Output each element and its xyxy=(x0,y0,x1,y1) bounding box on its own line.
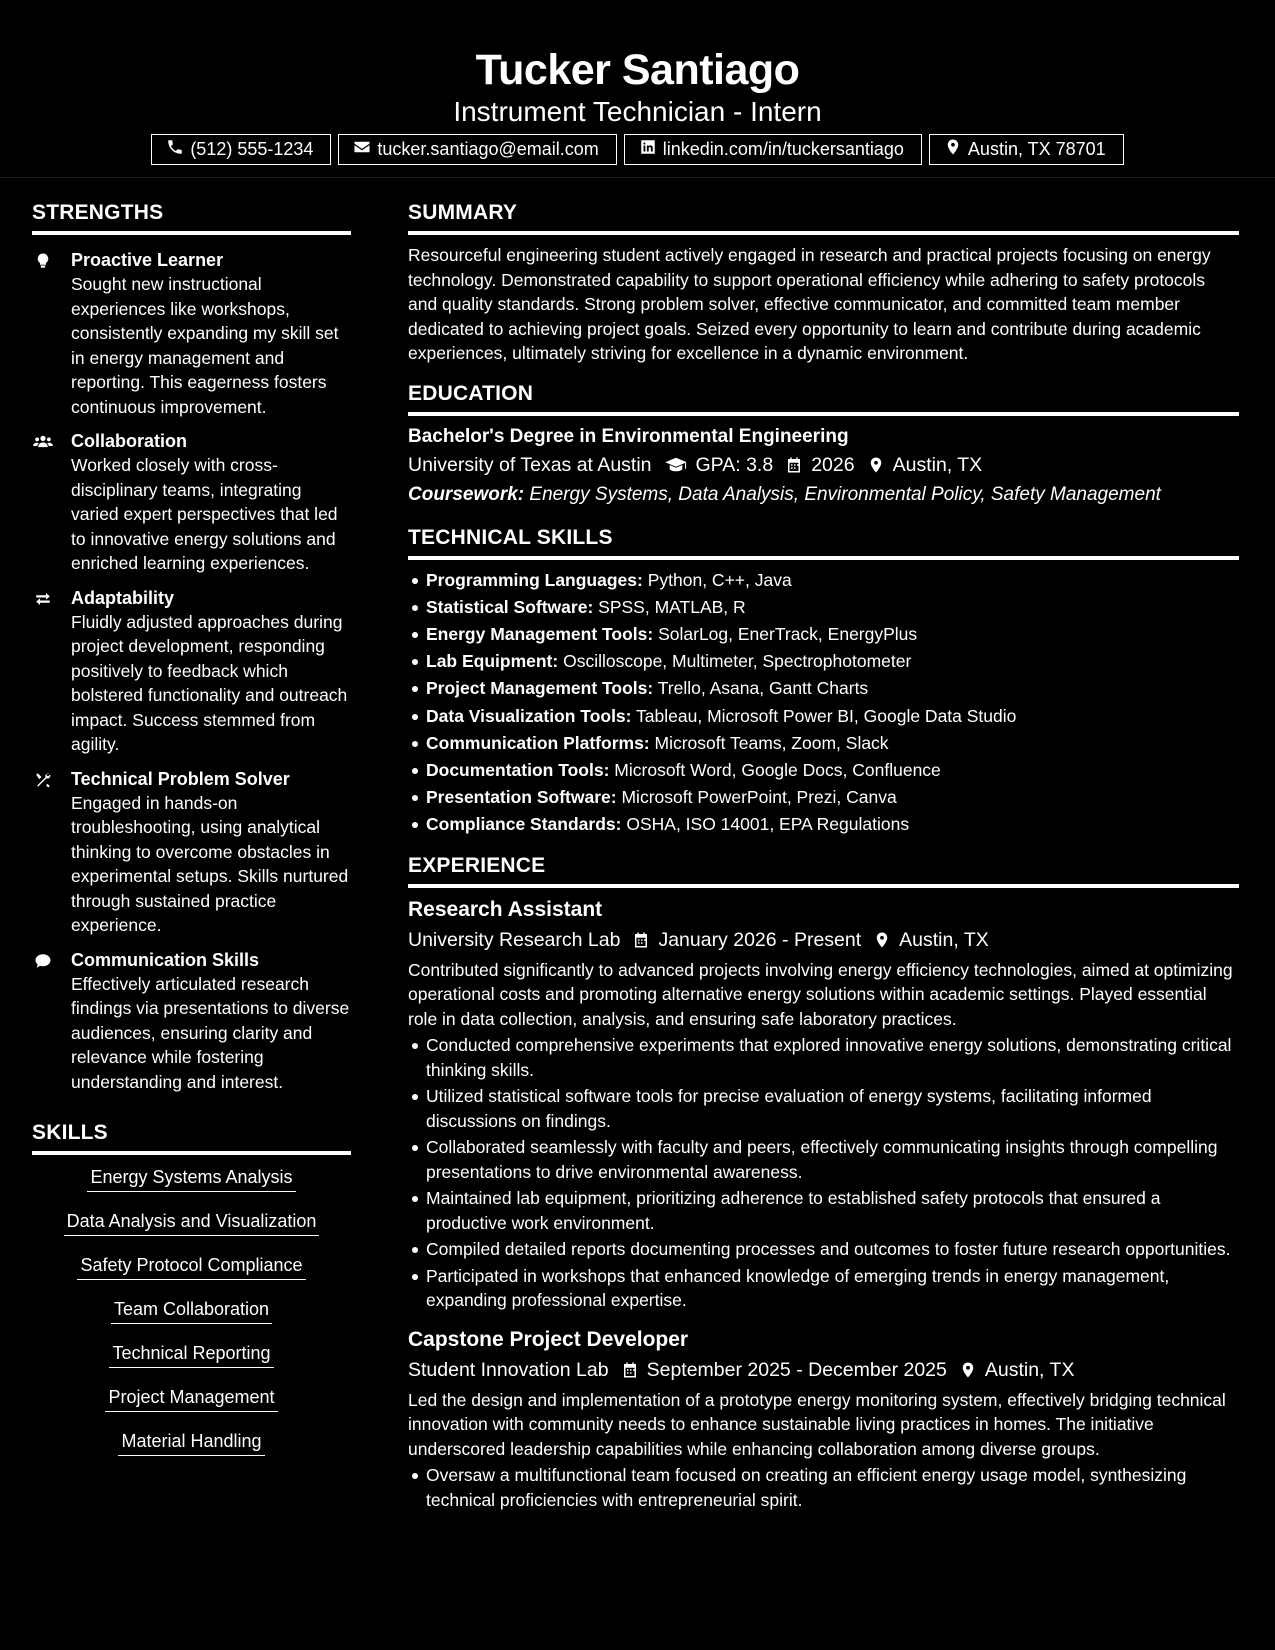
sidebar xyxy=(32,198,351,1473)
tech-skill-label: Data Visualization Tools: xyxy=(426,705,632,726)
contact-linkedin[interactable] xyxy=(624,134,922,165)
strength-item xyxy=(32,429,351,576)
candidate-title: Instrument Technician - Intern xyxy=(453,96,822,127)
tech-skill-label: Statistical Software: xyxy=(426,596,594,617)
strength-desc: Effectively articulated research findings via presentations to diverse audiences, ensuring clarity and relevance while fostering understanding and interest. xyxy=(71,973,350,1092)
calendar-icon xyxy=(621,1361,639,1379)
coursework-line xyxy=(408,480,1239,510)
tech-skill-value: OSHA, ISO 14001, EPA Regulations xyxy=(626,814,910,835)
education-meta xyxy=(408,450,1239,480)
strength-title: Technical Problem Solver xyxy=(71,768,290,789)
experience-heading: EXPERIENCE xyxy=(408,851,1239,888)
school-name: University of Texas at Austin xyxy=(408,453,652,476)
strength-item xyxy=(32,248,351,419)
list-item: Collaborated seamlessly with faculty and peers, effectively communicating insights through compelling presentations to drive environmental awareness. xyxy=(408,1135,1239,1184)
graduation-cap-icon xyxy=(664,456,688,474)
skill-tag: Material Handling xyxy=(118,1429,264,1456)
list-item: Compiled detailed reports documenting processes and outcomes to foster future research opportunities. xyxy=(408,1237,1239,1262)
tech-skill-label: Lab Equipment: xyxy=(426,651,559,672)
map-pin-icon xyxy=(959,1361,977,1379)
skill-tag: Safety Protocol Compliance xyxy=(77,1253,305,1280)
strengths-heading: STRENGTHS xyxy=(32,198,351,235)
tech-skill-value: SolarLog, EnerTrack, EnergyPlus xyxy=(658,623,918,644)
lightbulb-icon xyxy=(32,252,56,272)
tech-skill-value: Microsoft Word, Google Docs, Confluence xyxy=(614,759,941,780)
tech-skill-label: Compliance Standards: xyxy=(426,814,622,835)
job-meta xyxy=(408,1355,1239,1385)
strength-desc: Worked closely with cross-disciplinary teams, integrating varied expert perspectives that led to innovative energy solutions and enriched learning experiences. xyxy=(71,455,338,573)
calendar-icon xyxy=(632,931,650,949)
school-location: Austin, TX xyxy=(892,453,983,476)
list-item: Participated in workshops that enhanced knowledge of emerging trends in energy management, expanding professional expertise. xyxy=(408,1264,1239,1313)
exchange-arrows-icon xyxy=(32,590,56,610)
contact-bar xyxy=(0,134,1275,165)
map-pin-icon xyxy=(944,138,962,161)
education-heading: EDUCATION xyxy=(408,379,1239,416)
main-column xyxy=(408,198,1239,1514)
tech-skill-label: Communication Platforms: xyxy=(426,732,650,753)
job-description: Led the design and implementation of a prototype energy monitoring system, effectively bridging technical innovation with community needs to enhance sustainable living practices in homes. The initiative underscored leadership capabilities while enhancing collaboration among diverse groups. xyxy=(408,1389,1226,1459)
coursework-list: Energy Systems, Data Analysis, Environmental Policy, Safety Management xyxy=(529,483,1161,505)
tech-skill-value: Microsoft Teams, Zoom, Slack xyxy=(654,732,889,753)
skill-tag: Energy Systems Analysis xyxy=(87,1165,295,1192)
list-item xyxy=(408,567,1239,594)
job-bullets xyxy=(408,1033,1239,1313)
technical-skills-heading: TECHNICAL SKILLS xyxy=(408,523,1239,560)
tech-skill-label: Presentation Software: xyxy=(426,787,617,808)
speech-bubble-icon xyxy=(32,952,56,972)
job-meta xyxy=(408,925,1239,955)
map-pin-icon xyxy=(873,931,891,949)
summary-text: Resourceful engineering student actively engaged in research and practical projects focusing on energy technology. Demonstrated capability to support operational efficiency while adhering to safety protocols and quality standards. Strong problem solver, effective communicator, and committed team member dedicated to achieving project goals. Seized every opportunity to learn and contribute during academic experiences, ultimately striving for excellence in a dynamic environment. xyxy=(408,245,1211,363)
job-title: Research Assistant xyxy=(408,897,603,921)
job-bullets xyxy=(408,1463,1239,1512)
skill-tag: Team Collaboration xyxy=(111,1297,272,1324)
contact-location[interactable] xyxy=(929,134,1124,165)
contact-email-text: tucker.santiago@email.com xyxy=(377,139,599,159)
contact-location-text: Austin, TX 78701 xyxy=(967,139,1106,159)
list-item: Utilized statistical software tools for precise evaluation of energy systems, facilitating informed discussions on findings. xyxy=(408,1084,1239,1133)
contact-email[interactable] xyxy=(338,134,616,165)
users-icon xyxy=(32,433,56,453)
strength-desc: Sought new instructional experiences like workshops, consistently expanding my skill set in energy management and reporting. This eagerness fosters continuous improvement. xyxy=(71,274,339,417)
tech-skill-value: Microsoft PowerPoint, Prezi, Canva xyxy=(621,787,897,808)
list-item xyxy=(408,675,1239,702)
coursework-label: Coursework: xyxy=(408,483,525,505)
strength-item xyxy=(32,948,351,1095)
job-org: Student Innovation Lab xyxy=(408,1358,609,1381)
strength-title: Collaboration xyxy=(71,431,187,451)
strength-title: Proactive Learner xyxy=(71,250,224,270)
skill-tag: Project Management xyxy=(105,1385,277,1412)
list-item xyxy=(408,594,1239,621)
job-dates: September 2025 - December 2025 xyxy=(646,1358,947,1381)
strength-desc: Fluidly adjusted approaches during project development, responding positively to feedback which bolstered functionality and outreach impact. Success stemmed from agility. xyxy=(71,611,348,754)
contact-linkedin-text: linkedin.com/in/tuckersantiago xyxy=(662,139,904,159)
technical-skills-list xyxy=(408,567,1239,839)
job-dates: January 2026 - Present xyxy=(658,928,862,951)
summary-heading: SUMMARY xyxy=(408,198,1239,235)
gpa: GPA: 3.8 xyxy=(695,453,774,476)
list-item: Maintained lab equipment, prioritizing adherence to established safety protocols that ensured a productive work environment. xyxy=(408,1186,1239,1235)
tech-skill-value: SPSS, MATLAB, R xyxy=(598,596,746,617)
job-org: University Research Lab xyxy=(408,928,621,951)
tech-skill-value: Oscilloscope, Multimeter, Spectrophotometer xyxy=(563,651,912,672)
graduation-year: 2026 xyxy=(811,453,855,476)
tech-skill-value: Python, C++, Java xyxy=(647,569,792,590)
tools-icon xyxy=(32,771,56,791)
strength-title: Adaptability xyxy=(71,587,175,608)
strengths-list xyxy=(32,248,351,1094)
linkedin-icon xyxy=(639,138,657,161)
job-title: Capstone Project Developer xyxy=(408,1327,689,1351)
calendar-icon xyxy=(785,456,803,474)
degree-title: Bachelor's Degree in Environmental Engineering xyxy=(408,425,849,447)
strength-desc: Engaged in hands-on troubleshooting, using analytical thinking to overcome obstacles in experimental setups. Skills nurtured through sustained practice experience. xyxy=(71,792,349,935)
tech-skill-value: Trello, Asana, Gantt Charts xyxy=(657,678,869,699)
contact-phone-text: (512) 555-1234 xyxy=(190,139,314,159)
job-description: Contributed significantly to advanced projects involving energy efficiency technologies, aimed at optimizing operational costs and promoting alternative energy solutions within academic settings. Played essential role in data collection, analysis, and ensuring safe laboratory practices. xyxy=(408,959,1233,1029)
list-item xyxy=(408,811,1239,838)
strength-item xyxy=(32,586,351,757)
list-item xyxy=(408,703,1239,730)
map-pin-icon xyxy=(867,456,885,474)
resume-header xyxy=(0,0,1275,178)
contact-phone[interactable] xyxy=(151,134,331,165)
envelope-icon xyxy=(353,138,371,161)
strength-title: Communication Skills xyxy=(71,949,260,970)
skills-heading: SKILLS xyxy=(32,1118,351,1155)
list-item xyxy=(408,648,1239,675)
tech-skill-label: Energy Management Tools: xyxy=(426,623,654,644)
list-item xyxy=(408,621,1239,648)
skill-tag: Technical Reporting xyxy=(109,1341,273,1368)
tech-skill-label: Project Management Tools: xyxy=(426,678,654,699)
list-item xyxy=(408,757,1239,784)
strength-item xyxy=(32,767,351,938)
tech-skill-label: Programming Languages: xyxy=(426,569,643,590)
list-item: Oversaw a multifunctional team focused on creating an efficient energy usage model, synthesizing technical proficiencies with entrepreneurial spirit. xyxy=(408,1463,1239,1512)
job-entry xyxy=(408,895,1239,1313)
phone-icon xyxy=(166,138,184,161)
job-entry xyxy=(408,1325,1239,1513)
job-location: Austin, TX xyxy=(984,1358,1075,1381)
tech-skill-label: Documentation Tools: xyxy=(426,759,610,780)
list-item xyxy=(408,730,1239,757)
skill-tag: Data Analysis and Visualization xyxy=(64,1209,320,1236)
job-location: Austin, TX xyxy=(899,928,989,951)
tech-skill-value: Tableau, Microsoft Power BI, Google Data Studio xyxy=(636,705,1017,726)
candidate-name: Tucker Santiago xyxy=(475,46,800,94)
skills-list xyxy=(32,1165,351,1473)
list-item: Conducted comprehensive experiments that explored innovative energy solutions, demonstrating critical thinking skills. xyxy=(408,1033,1239,1082)
list-item xyxy=(408,784,1239,811)
